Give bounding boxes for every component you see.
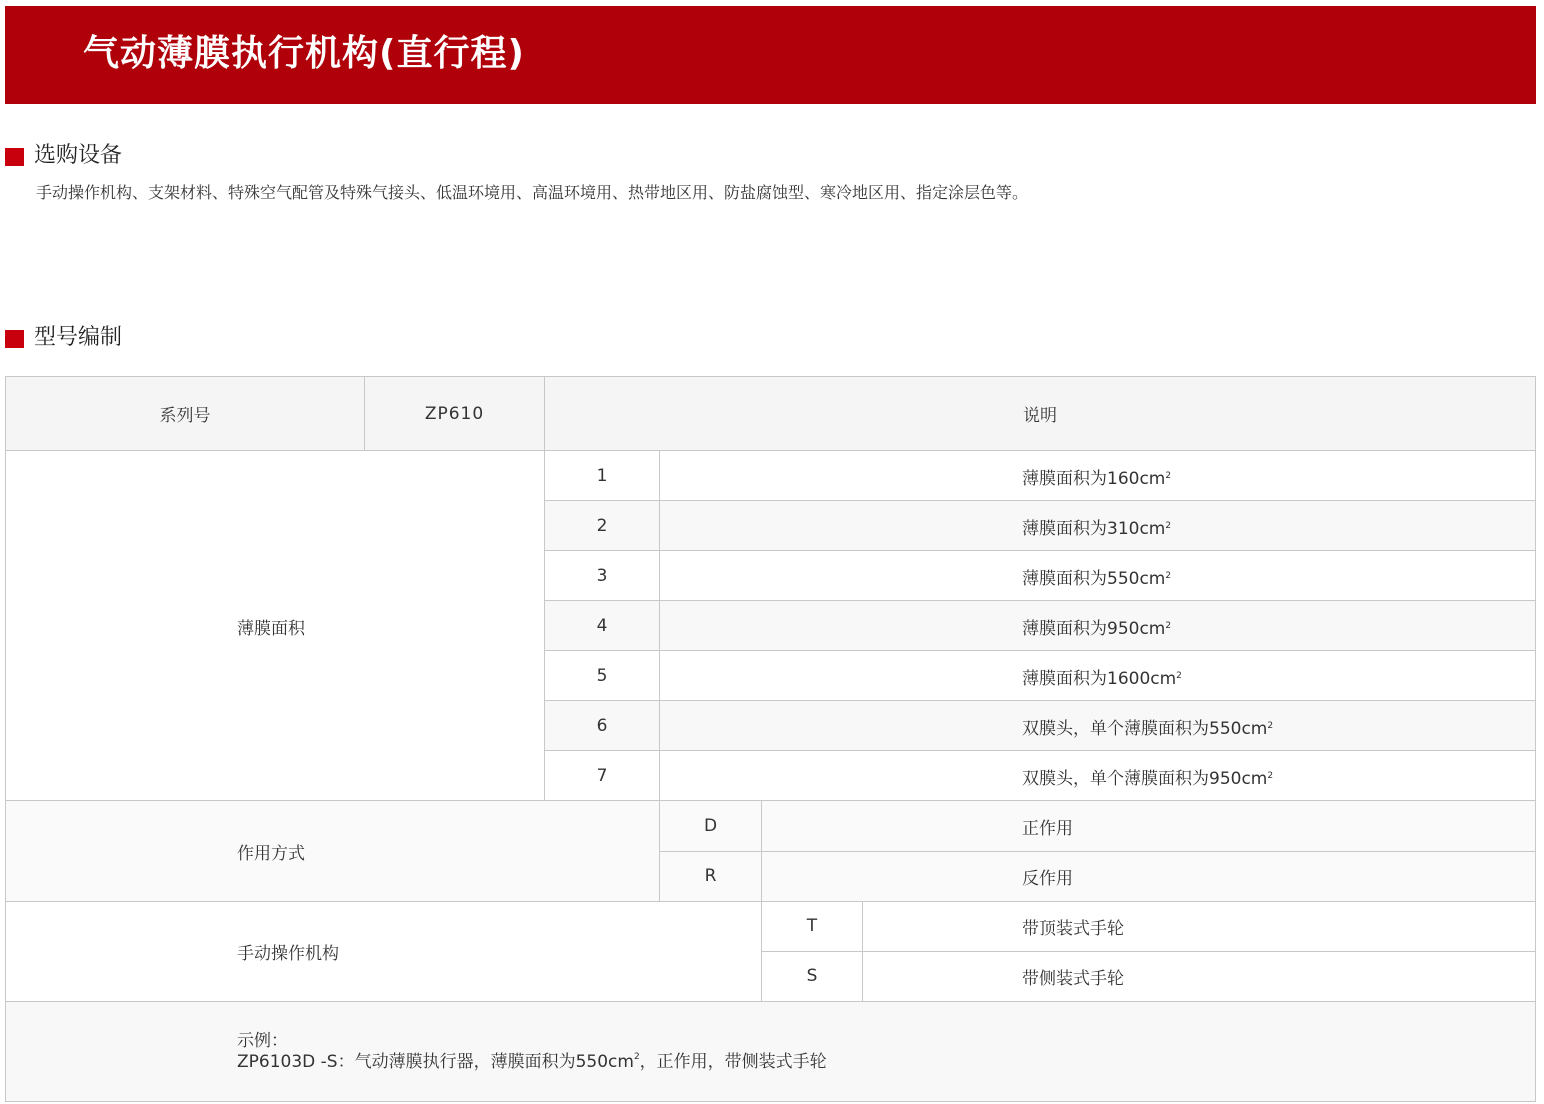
manual-desc: 带侧装式手轮 <box>1022 968 1124 989</box>
title-banner <box>5 6 1536 104</box>
manual-desc: 带顶装式手轮 <box>1022 918 1124 939</box>
diaphragm-desc: 薄膜面积为160cm 2 <box>1022 468 1172 489</box>
description-header: 说明 <box>1023 406 1057 426</box>
section-model-title: 型号编制 <box>34 325 123 350</box>
manual-code: S <box>806 966 818 986</box>
diaphragm-group-label: 薄膜面积 <box>237 618 305 639</box>
section-bullet-icon <box>5 330 24 348</box>
diaphragm-desc: 双膜头，单个薄膜面积为550cm 2 <box>1022 718 1274 739</box>
diaphragm-desc: 薄膜面积为950cm 2 <box>1022 618 1172 639</box>
action-desc: 反作用 <box>1022 868 1073 889</box>
example-label: 示例： <box>237 1031 288 1051</box>
diaphragm-code: 6 <box>596 716 608 736</box>
diaphragm-desc: 薄膜面积为310cm 2 <box>1022 518 1172 539</box>
diaphragm-code: 1 <box>596 466 608 486</box>
diaphragm-code: 4 <box>596 616 608 636</box>
model-code-table <box>5 376 1536 1102</box>
manual-code: T <box>806 916 818 936</box>
diaphragm-code: 5 <box>596 666 608 686</box>
action-group-label: 作用方式 <box>237 843 305 864</box>
diaphragm-desc: 双膜头，单个薄膜面积为950cm 2 <box>1022 768 1274 789</box>
section-bullet-icon <box>5 148 24 166</box>
diaphragm-desc: 薄膜面积为1600cm 2 <box>1022 668 1182 689</box>
options-description: 手动操作机构、支架材料、特殊空气配管及特殊气接头、低温环境用、高温环境用、热带地区用、防盐腐蚀型、寒冷地区用、指定涂层色等。 <box>36 183 1029 202</box>
action-desc: 正作用 <box>1022 818 1073 839</box>
page-title: 气动薄膜执行机构(直行程) <box>83 33 525 74</box>
section-options-title: 选购设备 <box>34 143 123 168</box>
diaphragm-code: 7 <box>596 766 608 786</box>
manual-group-label: 手动操作机构 <box>237 943 339 964</box>
example-text: ZP6103D -S：气动薄膜执行器，薄膜面积为$550cm^2$，正作用，带侧装式手轮 <box>237 1052 827 1072</box>
diaphragm-code: 2 <box>596 516 608 536</box>
series-value: ZP610 <box>424 403 485 424</box>
action-code: D <box>703 816 718 836</box>
diaphragm-code: 3 <box>596 566 608 586</box>
series-label: 系列号 <box>159 406 211 426</box>
diaphragm-desc: 薄膜面积为550cm 2 <box>1022 568 1172 589</box>
example-block <box>237 1031 827 1073</box>
action-code: R <box>704 866 717 886</box>
